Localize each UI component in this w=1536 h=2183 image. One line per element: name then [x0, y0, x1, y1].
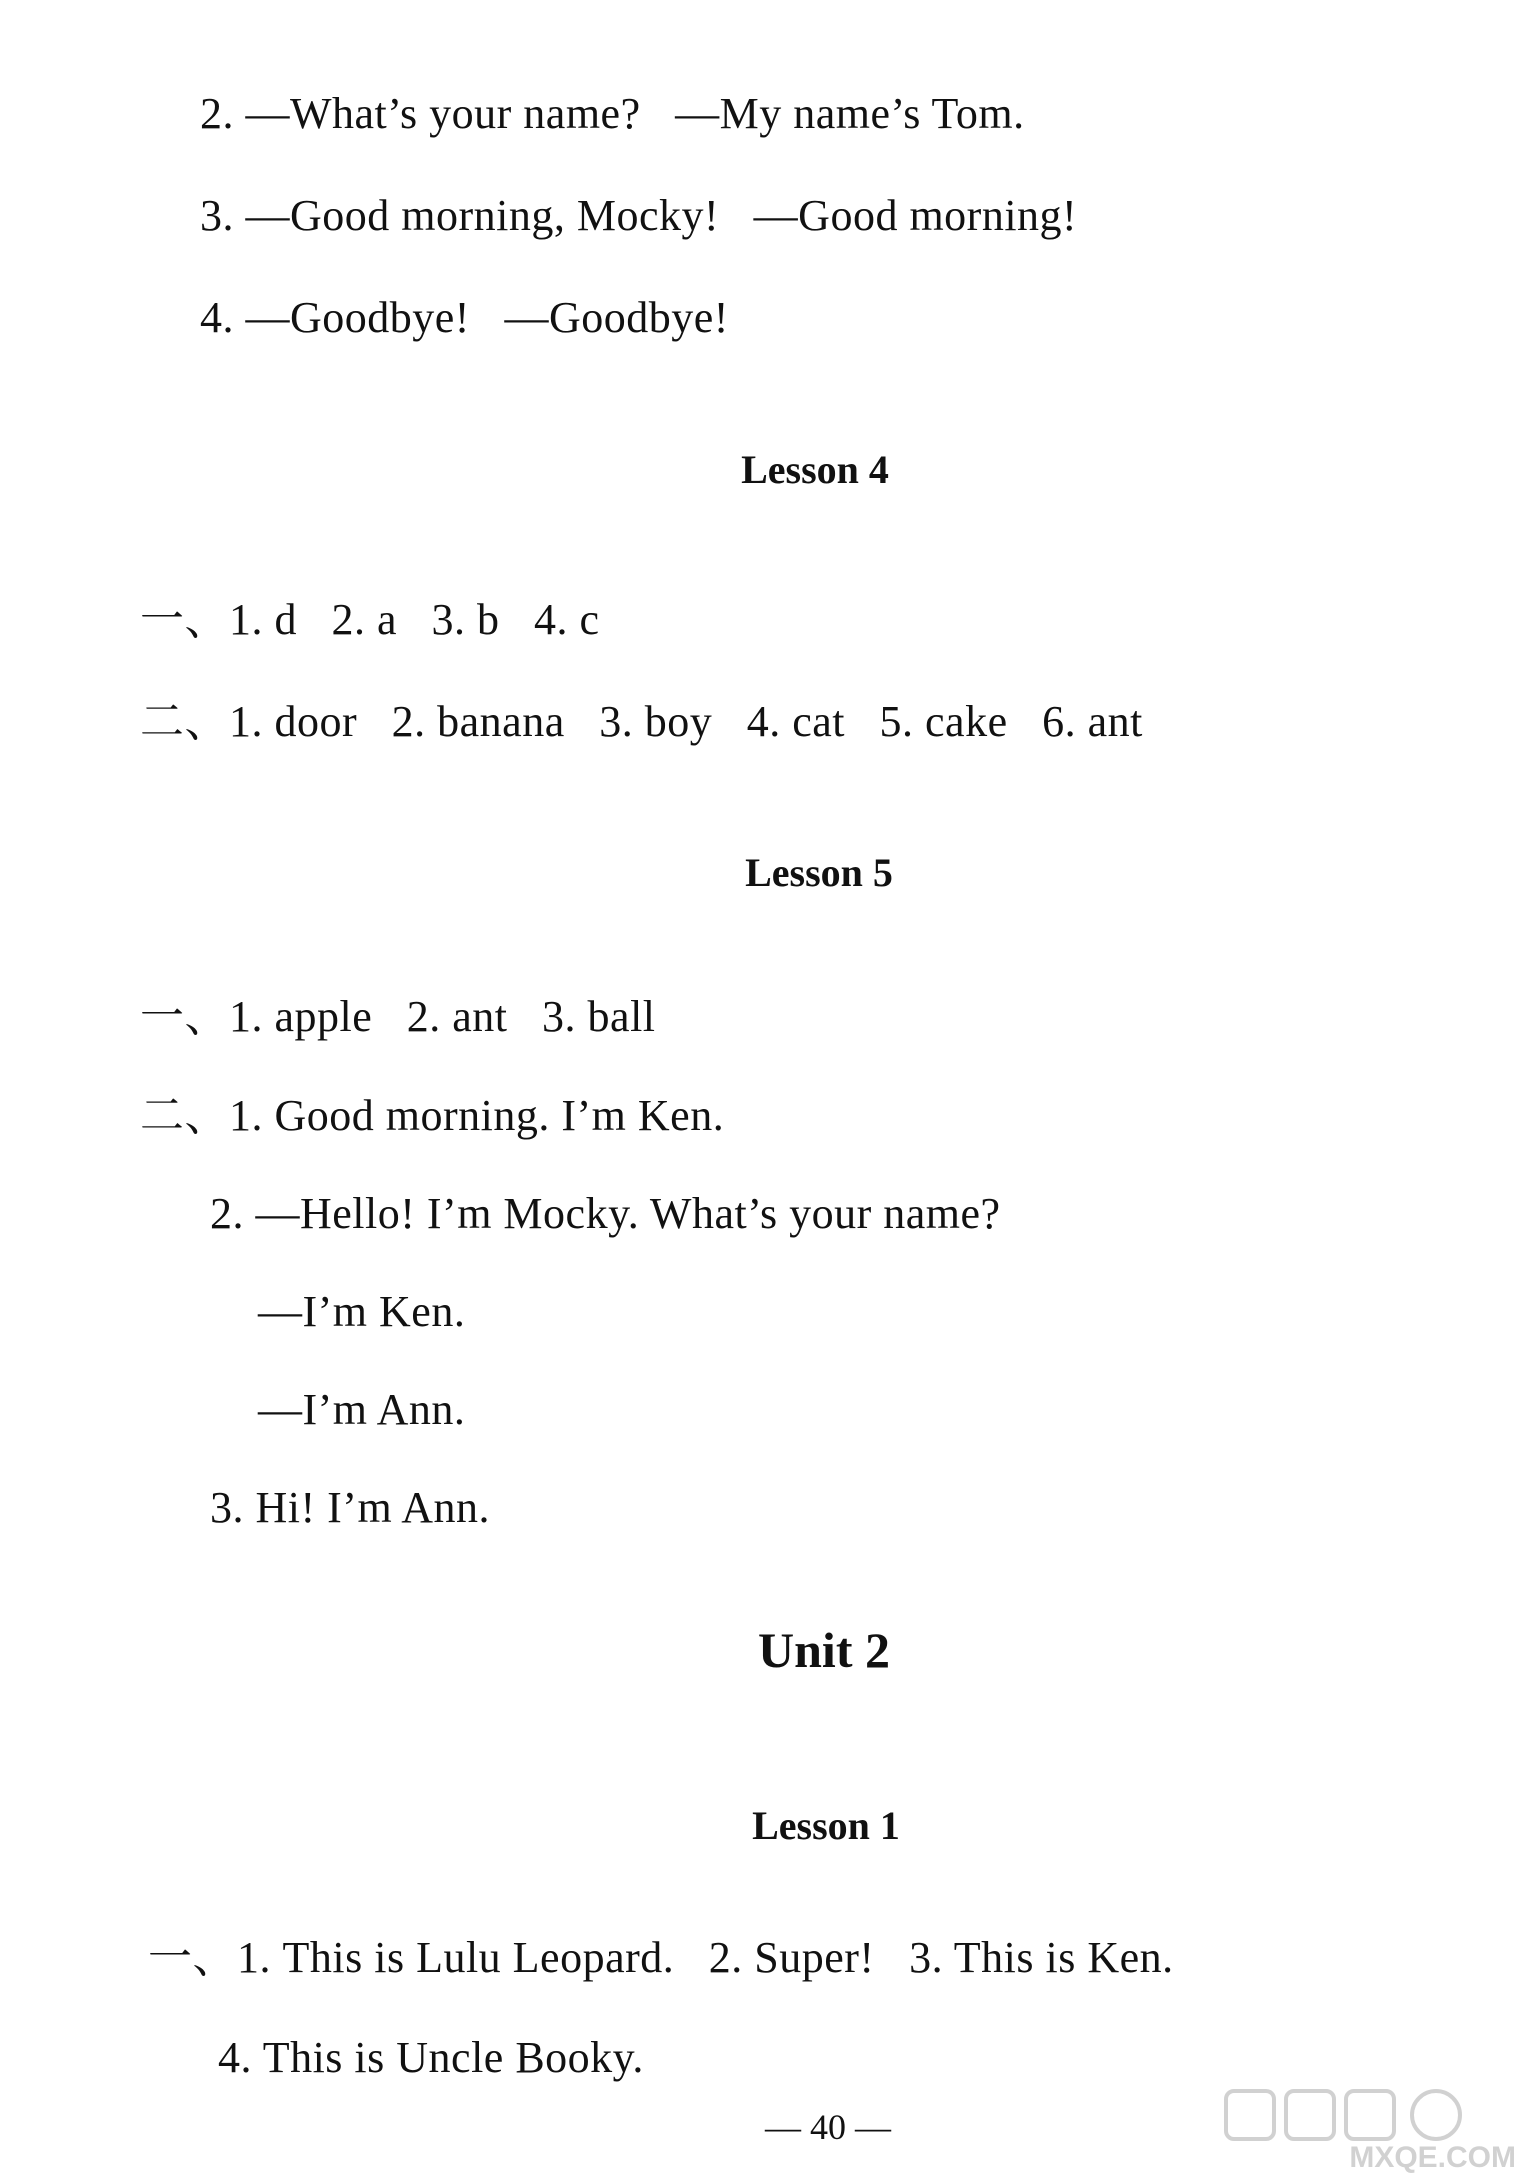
lesson5-q2-2: 2. —Hello! I’m Mocky. What’s your name? — [210, 1189, 1001, 1238]
answer-line-4: 4. —Goodbye! —Goodbye! — [200, 293, 729, 342]
watermark-badge-icon — [1216, 2085, 1516, 2145]
lesson5-q1: 一、1. apple 2. ant 3. ball — [140, 992, 656, 1041]
lesson5-q2-3: 3. Hi! I’m Ann. — [210, 1483, 491, 1532]
lesson5-q2-2a: —I’m Ken. — [258, 1287, 466, 1336]
watermark-text: MXQE.COM — [1349, 2141, 1516, 2174]
unit2-lesson1-q1: 一、1. This is Lulu Leopard. 2. Super! 3. This is Ken. — [148, 1933, 1174, 1982]
unit2-heading: Unit 2 — [758, 1622, 890, 1678]
watermark-logo — [1216, 2085, 1516, 2175]
lesson5-heading: Lesson 5 — [745, 850, 893, 895]
unit2-lesson1-q1-4: 4. This is Uncle Booky. — [218, 2033, 644, 2082]
answer-line-2: 2. —What’s your name? —My name’s Tom. — [200, 89, 1025, 138]
lesson5-q2-2b: —I’m Ann. — [258, 1385, 466, 1434]
page-number: — 40 — — [765, 2107, 891, 2147]
unit2-lesson1-heading: Lesson 1 — [752, 1803, 900, 1848]
lesson4-q1: 一、1. d 2. a 3. b 4. c — [140, 595, 600, 644]
lesson4-q2: 二、1. door 2. banana 3. boy 4. cat 5. cake 6. ant — [140, 697, 1143, 746]
lesson5-q2-1: 二、1. Good morning. I’m Ken. — [140, 1091, 725, 1140]
lesson4-heading: Lesson 4 — [741, 447, 889, 492]
answer-line-3: 3. —Good morning, Mocky! —Good morning! — [200, 191, 1078, 240]
